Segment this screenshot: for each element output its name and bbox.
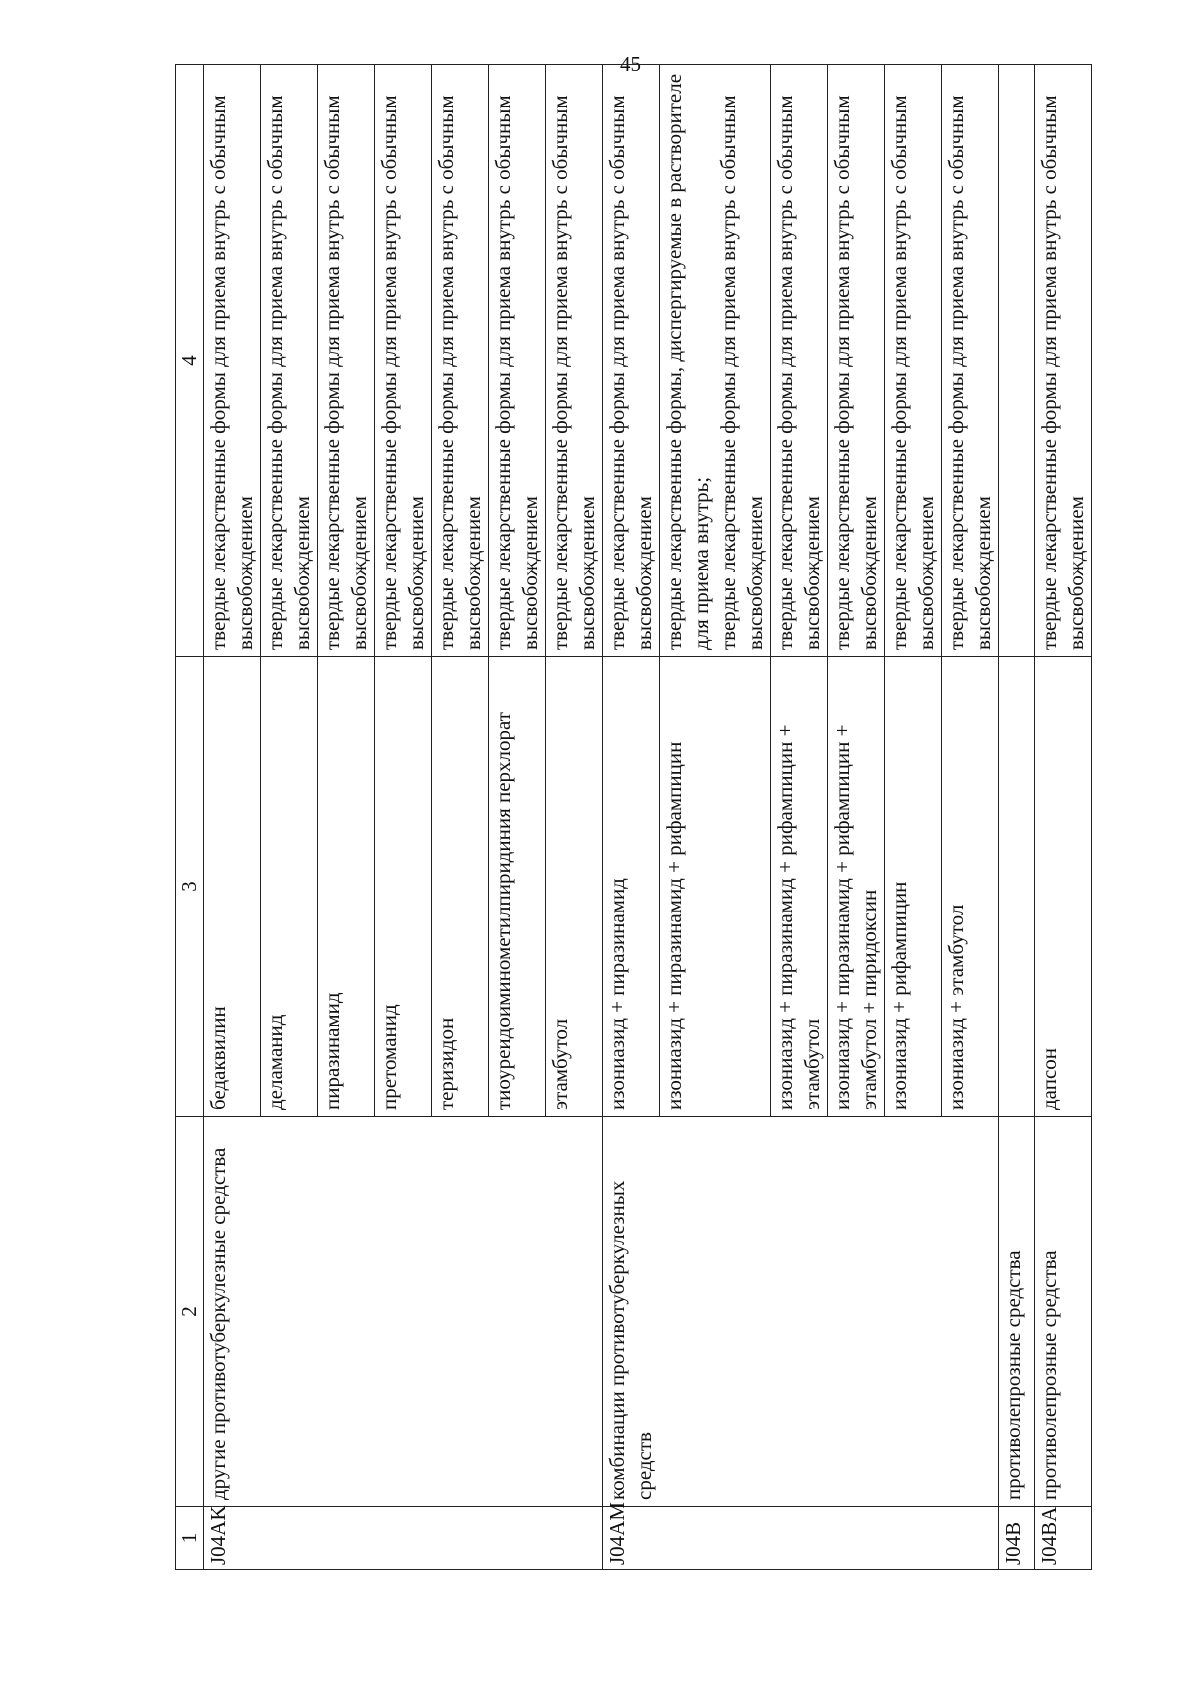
drug-name: тиоуреидоиминометилпиридиния перхлорат [489, 657, 546, 1117]
dosage-form: твердые лекарственные формы для приема внутрь с обычным высвобождением [942, 65, 999, 657]
dosage-form: твердые лекарственные формы для приема внутрь с обычным высвобождением [828, 65, 885, 657]
drug-name: изониазид + пиразинамид + рифампицин [660, 657, 771, 1117]
dosage-form [660, 65, 771, 657]
drug-name: пиразинамид [318, 657, 375, 1117]
header-cell: 3 [176, 657, 204, 1117]
dosage-form-line: твердые лекарственные формы, диспергируемые в растворителе для приема внутрь; [662, 73, 713, 650]
dosage-form [999, 65, 1035, 657]
drug-table-rotated [175, 65, 1088, 1570]
group-name: противолепрозные средства [1035, 1117, 1092, 1507]
dosage-form: твердые лекарственные формы для приема внутрь с обычным высвобождением [318, 65, 375, 657]
drug-name: изониазид + пиразинамид [603, 657, 660, 1117]
group-name: комбинации противотуберкулезных средств [603, 1117, 999, 1507]
drug-name: изониазид + этамбутол [942, 657, 999, 1117]
drug-name: изониазид + пиразинамид + рифампицин + этамбутол + пиридоксин [828, 657, 885, 1117]
header-cell: 4 [176, 65, 204, 657]
drug-name: претоманид [375, 657, 432, 1117]
dosage-form: твердые лекарственные формы для приема внутрь с обычным высвобождением [204, 65, 261, 657]
dosage-form: твердые лекарственные формы для приема внутрь с обычным высвобождением [546, 65, 603, 657]
drug-name: изониазид + пиразинамид + рифампицин + этамбутол [771, 657, 828, 1117]
drug-name: деламанид [261, 657, 318, 1117]
drug-name: бедаквилин [204, 657, 261, 1117]
drug-table [175, 64, 1092, 1570]
dosage-form: твердые лекарственные формы для приема внутрь с обычным высвобождением [885, 65, 942, 657]
dosage-form: твердые лекарственные формы для приема внутрь с обычным высвобождением [432, 65, 489, 657]
dosage-form: твердые лекарственные формы для приема внутрь с обычным высвобождением [1035, 65, 1092, 657]
dosage-form: твердые лекарственные формы для приема внутрь с обычным высвобождением [261, 65, 318, 657]
dosage-form-line: твердые лекарственные формы для приема внутрь с обычным высвобождением [716, 95, 767, 650]
table-row [204, 65, 261, 1570]
drug-name: этамбутол [546, 657, 603, 1117]
header-cell: 2 [176, 1117, 204, 1507]
drug-name: дапсон [1035, 657, 1092, 1117]
table-header-row [176, 65, 204, 1570]
atc-code: J04B [999, 1507, 1035, 1570]
table-row [1035, 65, 1092, 1570]
dosage-form: твердые лекарственные формы для приема внутрь с обычным высвобождением [375, 65, 432, 657]
dosage-form: твердые лекарственные формы для приема внутрь с обычным высвобождением [603, 65, 660, 657]
atc-code: J04AK [204, 1507, 603, 1570]
group-name: противолепрозные средства [999, 1117, 1035, 1507]
drug-name: теризидон [432, 657, 489, 1117]
drug-name [999, 657, 1035, 1117]
atc-code: J04BA [1035, 1507, 1092, 1570]
header-cell: 1 [176, 1507, 204, 1570]
dosage-form: твердые лекарственные формы для приема внутрь с обычным высвобождением [489, 65, 546, 657]
table-row [999, 65, 1035, 1570]
table-row [603, 65, 660, 1570]
drug-name: изониазид + рифампицин [885, 657, 942, 1117]
atc-code: J04AM [603, 1507, 999, 1570]
dosage-form: твердые лекарственные формы для приема внутрь с обычным высвобождением [771, 65, 828, 657]
group-name: другие противотуберкулезные средства [204, 1117, 603, 1507]
page-number: 45 [620, 52, 641, 76]
